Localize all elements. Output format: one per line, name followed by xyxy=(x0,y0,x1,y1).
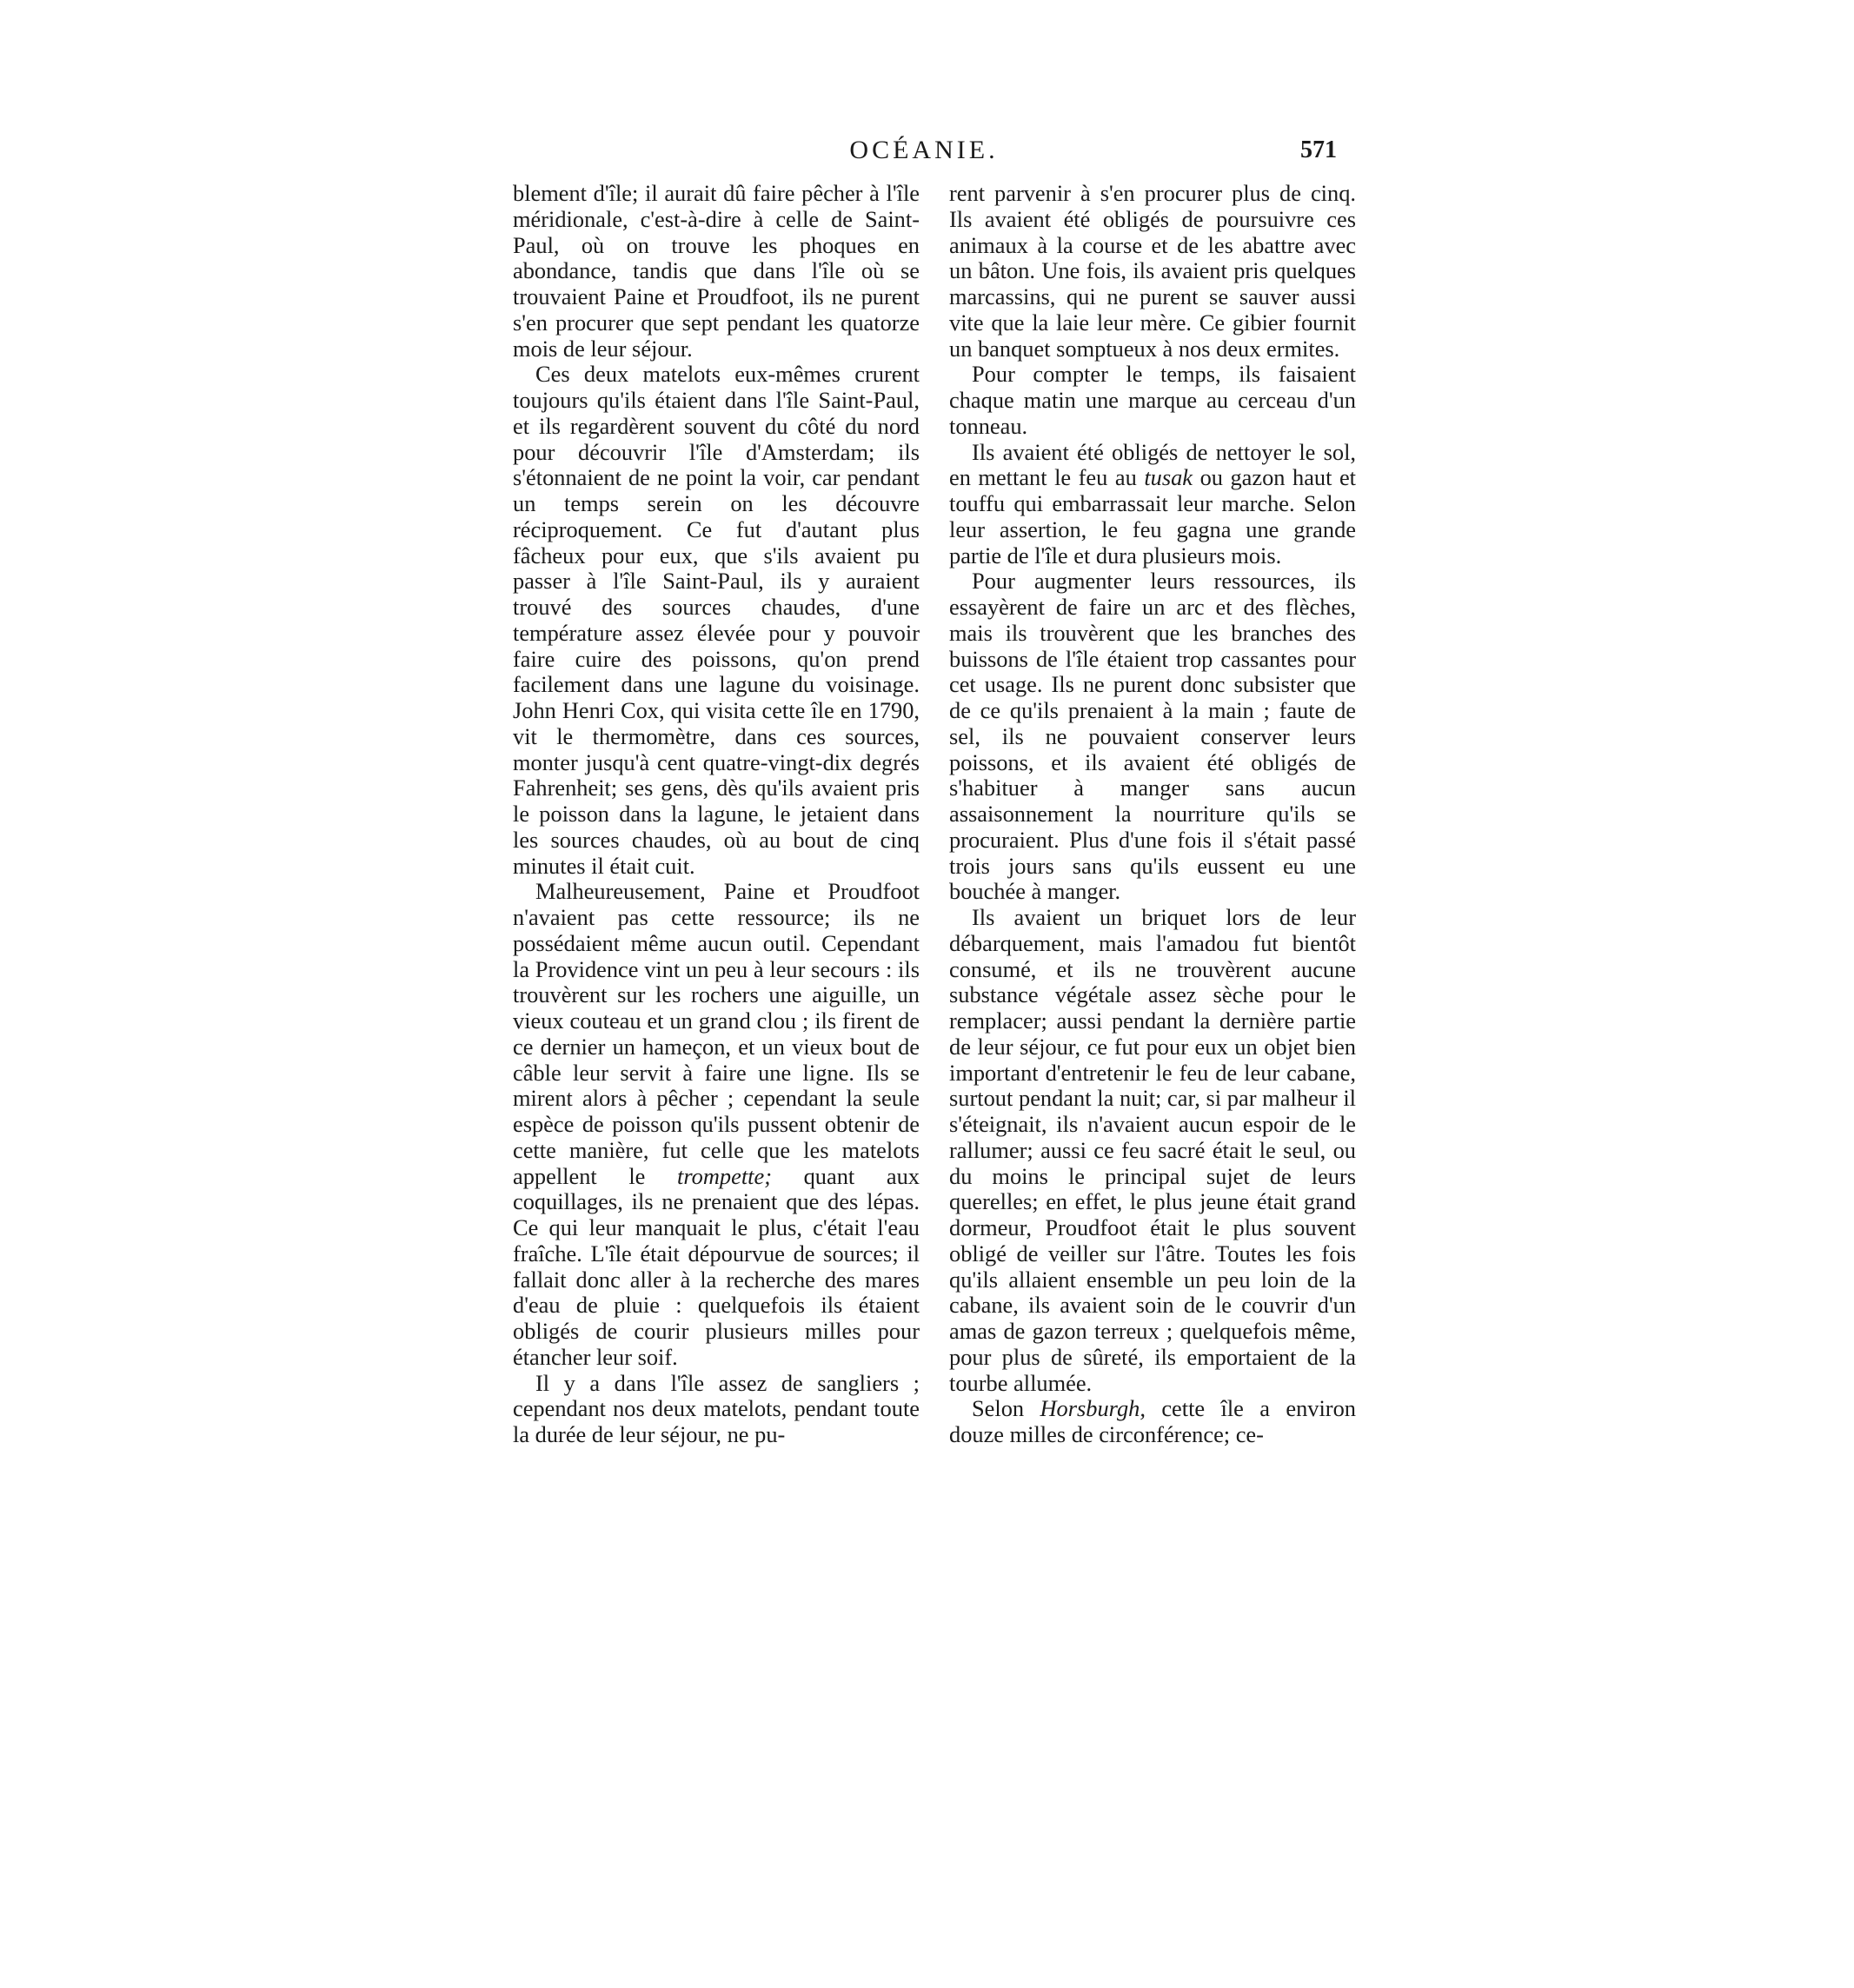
page-number: 571 xyxy=(1300,136,1337,163)
paragraph xyxy=(949,1396,1356,1448)
running-title: OCÉANIE. xyxy=(849,136,999,164)
paragraph: Il y a dans l'île assez de sangliers ; cependant nos deux matelots, pendant toute la durée de leur séjour, ne pu- xyxy=(513,1369,920,1447)
paragraph-text: Ils avaient été obligés de nettoyer le sol, en mettant le feu au xyxy=(949,438,1356,491)
right-column xyxy=(949,181,1356,1448)
paragraph: Ces deux matelots eux-mêmes crurent toujours qu'ils étaient dans l'île Saint-Paul, et ils regardèrent souvent du côté du nord pour découvrir l'île d'Amsterdam; ils s'étonnaient de ne point la voir, car pendant un temps serein on les découvre réciproquement. Ce fut d'autant plus fâcheux pour eux, que s'ils avaient pu passer à l'île Saint-Paul, ils y auraient trouvé des sources chaudes, d'une température assez élevée pour y pouvoir faire cuire des poissons, qu'on prend facilement dans une lagune du voisinage. John Henri Cox, qui visita cette île en 1790, vit le thermomètre, dans ces sources, monter jusqu'à cent quatre-vingt-dix degrés Fahrenheit; ses gens, dès qu'ils avaient pris le poisson dans la lagune, le jetaient dans les sources chaudes, où au bout de cinq minutes il était cuit. xyxy=(513,361,920,879)
page-header xyxy=(511,133,1337,168)
paragraph-text: ou gazon haut et touffu qui embarrassait leur marche. Selon leur assertion, le feu gagna une grande partie de l'île et dura plusieurs mois. xyxy=(949,464,1356,568)
paragraph-text: quant aux coquillages, ils ne prenaient que des lépas. Ce qui leur manquait le plus, c'était l'eau fraîche. L'île était dépourvue de sources; il fallait donc aller à la recherche des mares d'eau de pluie : quelquefois ils étaient obligés de courir plusieurs milles pour étancher leur soif. xyxy=(513,1162,920,1370)
paragraph: rent parvenir à s'en procurer plus de cinq. Ils avaient été obligés de poursuivre ces animaux à la course et de les abattre avec un bâton. Une fois, ils avaient pris quelques marcassins, qui ne purent se sauver aussi vite que la laie leur mère. Ce gibier fournit un banquet somptueux à nos deux ermites. xyxy=(949,180,1356,362)
italic-term: tusak xyxy=(1144,464,1193,491)
paragraph-text: cette île a environ douze milles de circonférence; ce- xyxy=(949,1395,1356,1447)
paragraph: blement d'île; il aurait dû faire pêcher à l'île méridionale, c'est-à-dire à celle de Saint-Paul, où on trouve les phoques en abondance, tandis que dans l'île où se trouvaient Paine et Proudfoot, ils ne purent s'en procurer que sept pendant les quatorze mois de leur séjour. xyxy=(513,180,920,362)
paragraph: Pour compter le temps, ils faisaient chaque matin une marque au cerceau d'un tonneau. xyxy=(949,361,1356,439)
paragraph xyxy=(949,440,1356,569)
paragraph: Ils avaient un briquet lors de leur débarquement, mais l'amadou fut bientôt consumé, et ils ne trouvèrent aucune substance végétale assez sèche pour le remplacer; aussi pendant la dernière partie de leur séjour, ce fut pour eux un objet bien important d'entretenir le feu de leur cabane, surtout pendant la nuit; car, si par malheur il s'éteignait, ils n'avaient aucun espoir de le rallumer; aussi ce feu sacré était le seul, ou du moins le principal sujet de leurs querelles; en effet, le plus jeune était grand dormeur, Proudfoot était le plus souvent obligé de veiller sur l'âtre. Toutes les fois qu'ils allaient ensemble un peu loin de la cabane, ils avaient soin de le couvrir d'un amas de gazon terreux ; quelquefois même, pour plus de sûreté, ils emportaient de la tourbe allumée. xyxy=(949,904,1356,1396)
paragraph-text: Malheureusement, Paine et Proudfoot n'avaient pas cette ressource; ils ne possédaient même aucun outil. Cependant la Providence vint un peu à leur secours : ils trouvèrent sur les rochers une aiguille, un vieux couteau et un grand clou ; ils firent de ce dernier un hameçon, et un vieux bout de câble leur servit à faire une ligne. Ils se mirent alors à pêcher ; cependant la seule espèce de poisson qu'ils pussent obtenir de cette manière, fut celle que les matelots appellent le xyxy=(513,878,920,1189)
paragraph: Pour augmenter leurs ressources, ils essayèrent de faire un arc et des flèches, mais ils trouvèrent que les branches des buissons de l'île étaient trop cassantes pour cet usage. Ils ne purent donc subsister que de ce qu'ils prenaient à la main ; faute de sel, ils ne pouvaient conserver leurs poissons, et ils avaient été obligés de s'habituer à manger sans aucun assaisonnement la nourriture qu'ils se procuraient. Plus d'une fois il s'était passé trois jours sans qu'ils eussent eu une bouchée à manger. xyxy=(949,568,1356,905)
italic-term: Horsburgh, xyxy=(1040,1395,1146,1422)
paragraph-text: Selon xyxy=(972,1395,1025,1422)
paragraph xyxy=(513,879,920,1370)
left-column xyxy=(513,181,920,1448)
italic-term: trompette; xyxy=(677,1162,772,1189)
